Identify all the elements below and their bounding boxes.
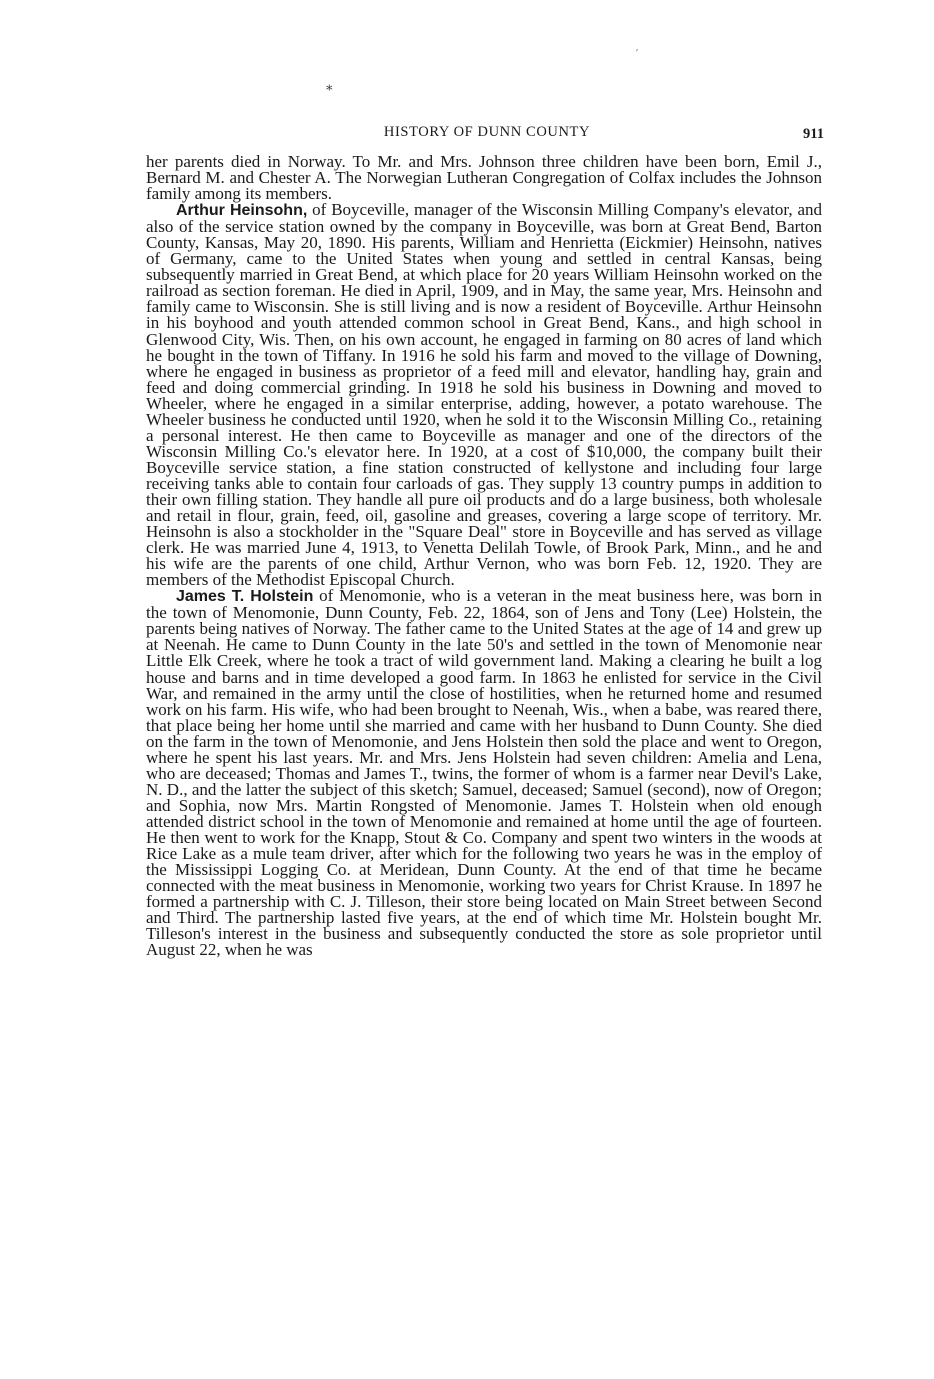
ink-speck: ′: [636, 48, 639, 59]
paragraph-text: of Boyceville, manager of the Wisconsin Milling Company's elevator, and also of the service station owned by the company in Boyceville, was born at Great Bend, Barton County, Kansas, May 20, 1890. His parents, William and Henrietta (Eickmier) Heinsohn, natives of Germany, came to the United States when young and settled in central Kansas, being subsequently married in Great Bend, at which place for 20 years William Heinsohn worked on the railroad as section foreman. He died in April, 1909, and in May, the same year, Mrs. Heinsohn and family came to Wisconsin. She is still living and is now a resident of Boyceville. Arthur Heinsohn in his boyhood and youth attended common school in Great Bend, Kans., and high school in Glenwood City, Wis. Then, on his own account, he engaged in farming on 80 acres of land which he bought in the town of Tiffany. In 1916 he sold his farm and moved to the village of Downing, where he engaged in business as proprietor of a feed mill and elevator, handling hay, grain and feed and doing commercial grinding. In 1918 he sold his business in Downing and moved to Wheeler, where he engaged in a similar enterprise, adding, however, a potato warehouse. The Wheeler business he conducted until 1920, when he sold it to the Wisconsin Milling Co., retaining a personal interest. He then came to Boyceville as manager and one of the directors of the Wisconsin Milling Co.'s elevator here. In 1920, at a cost of $10,000, the company built their Boyceville service station, a fine station constructed of kellystone and including four large receiving tanks able to contain four carloads of gas. They supply 13 country pumps in addition to their own filling station. They handle all pure oil products and do a large business, both wholesale and retail in flour, grain, feed, oil, gasoline and greases, covering a large scope of territory. Mr. Heinsohn is also a stockholder in the "Square Deal" store in Boyceville and has served as village clerk. He was married June 4, 1913, to Venetta Delilah Towle, of Brook Park, Minn., and he and his wife are the parents of one child, Arthur Vernon, who was born Feb. 12, 1920. They are members of the Methodist Episcopal Church.: [146, 200, 822, 590]
biography-name: Arthur Heinsohn,: [176, 202, 308, 220]
paragraph-text: of Menomonie, who is a veteran in the meat business here, was born in the town of Menomonie, Dunn County, Feb. 22, 1864, son of Jens and Tony (Lee) Holstein, the parents being natives of Norway. The father came to the United States at the age of 14 and grew up at Neenah. He came to Dunn County in the late 50's and settled in the town of Menomonie near Little Elk Creek, where he took a tract of wild government land. Making a clearing he built a log house and barns and in time developed a good farm. In 1863 he enlisted for service in the Civil War, and remained in the army until the close of hostilities, when he returned home and resumed work on his farm. His wife, who had been brought to Neenah, Wis., when a babe, was reared there, that place being her home until she married and came with her husband to Dunn County. She died on the farm in the town of Menomonie, and Jens Holstein then sold the place and went to Oregon, where he spent his last years. Mr. and Mrs. Jens Holstein had seven children: Amelia and Lena, who are deceased; Thomas and James T., twins, the former of whom is a farmer near Devil's Lake, N. D., and the latter the subject of this sketch; Samuel, deceased; Samuel (second), now of Oregon; and Sophia, now Mrs. Martin Rongsted of Menomonie. James T. Holstein when old enough attended district school in the town of Menomonie and remained at home until the age of fourteen. He then went to work for the Knapp, Stout & Co. Company and spent two winters in the woods at Rice Lake as a mule team driver, after which for the following two years he was in the employ of the Mississippi Logging Co. at Meridean, Dunn County. At the end of that time he became connected with the meat business in Menomonie, working two years for Christ Krause. In 1897 he formed a partnership with C. J. Tilleson, their store being located on Main Street between Second and Third. The partnership lasted five years, at the end of which time Mr. Holstein bought Mr. Tilleson's interest in the business and subsequently conducted the store as sole proprietor until August 22, when he was: [146, 586, 822, 960]
paragraph-continuation: [146, 154, 822, 202]
page-number: 911: [803, 126, 824, 142]
paragraph-james-holstein: [146, 588, 822, 958]
paragraph-text: her parents died in Norway. To Mr. and Mrs. Johnson three children have been born, Emil J., Bernard M. and Chester A. The Norwegian Lutheran Congregation of Colfax includes the Johnson family among its members.: [146, 152, 822, 204]
ink-mark: ⁎: [326, 78, 333, 93]
body-text: [146, 154, 822, 958]
paragraph-arthur-heinsohn: [146, 202, 822, 588]
biography-name: James T. Holstein: [176, 588, 314, 606]
running-title: HISTORY OF DUNN COUNTY: [383, 124, 591, 140]
page-header: [150, 122, 824, 144]
